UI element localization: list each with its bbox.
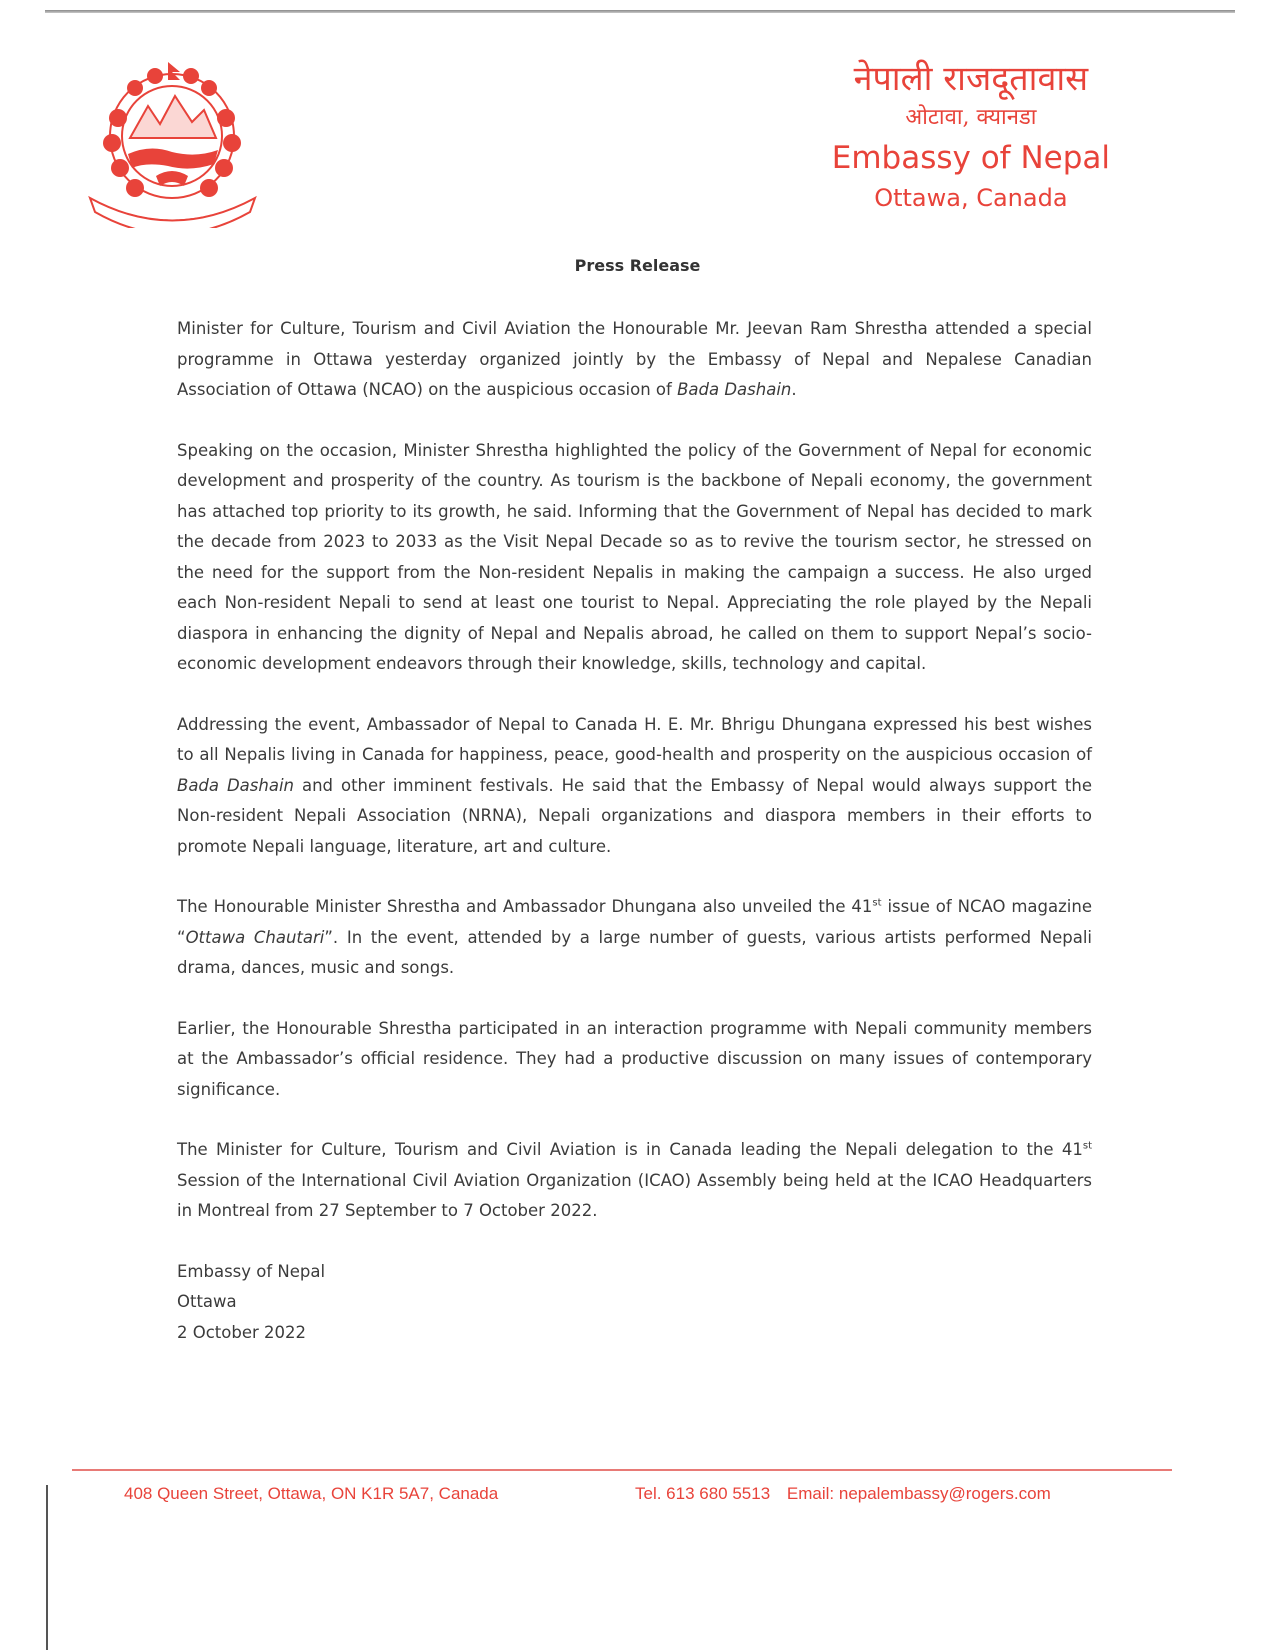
paragraph-6-superscript: st <box>1082 1140 1092 1152</box>
scan-edge-left <box>46 1485 48 1650</box>
press-release-body <box>177 314 1092 1348</box>
signature-organization: Embassy of Nepal <box>177 1261 326 1281</box>
paragraph-6-end: Session of the International Civil Aviation Organization (ICAO) Assembly being held at the ICAO Headquarters in Montreal from 27 September to 7 October 2022. <box>177 1170 1092 1220</box>
footer-telephone: Tel. 613 680 5513 <box>635 1484 771 1503</box>
paragraph-4-superscript: st <box>872 897 882 909</box>
paragraph-4-end: ”. In the event, attended by a large number of guests, various artists performed Nepali drama, dances, music and songs. <box>177 927 1092 977</box>
paragraph-1 <box>177 314 1092 406</box>
paragraph-4 <box>177 892 1092 984</box>
footer-address: 408 Queen Street, Ottawa, ON K1R 5A7, Canada <box>124 1484 499 1503</box>
paragraph-3-text: Addressing the event, Ambassador of Nepal to Canada H. E. Mr. Bhrigu Dhungana expressed his best wishes to all Nepalis living in Canada for happiness, peace, good-health and prosperity on the auspicious occasion of <box>177 714 1092 764</box>
signature-date: 2 October 2022 <box>177 1322 307 1342</box>
paragraph-3-italic: Bada Dashain <box>177 775 295 795</box>
paragraph-6-text: The Minister for Culture, Tourism and Civil Aviation is in Canada leading the Nepali delegation to the 41 <box>177 1140 1083 1159</box>
footer-divider <box>72 1469 1172 1471</box>
paragraph-4-text: The Honourable Minister Shrestha and Ambassador Dhungana also unveiled the 41 <box>177 897 873 916</box>
embassy-location-nepali: ओटावा, क्यानडा <box>905 105 1037 130</box>
paragraph-6 <box>177 1135 1092 1227</box>
paragraph-5: Earlier, the Honourable Shrestha participated in an interaction programme with Nepali community members at the Ambassador’s official residence. They had a productive discussion on many issues of contemporary significance. <box>177 1018 1092 1099</box>
paragraph-3 <box>177 710 1092 863</box>
embassy-name-nepali: नेपाली राजदूतावास <box>853 59 1089 99</box>
embassy-letterhead <box>832 58 1110 216</box>
paragraph-1-text: Minister for Culture, Tourism and Civil Aviation the Honourable Mr. Jeevan Ram Shrestha attended a special programme in Ottawa yesterday organized jointly by the Embassy of Nepal and Nepalese Canadian Association of Ottawa (NCAO) on the auspicious occasion of <box>177 319 1092 399</box>
paragraph-1-end: . <box>791 380 797 399</box>
footer-email: Email: nepalembassy@rogers.com <box>786 1484 1051 1503</box>
signature-city: Ottawa <box>177 1292 237 1311</box>
nepal-emblem-icon <box>80 58 265 228</box>
embassy-name-english: Embassy of Nepal <box>831 140 1110 176</box>
signature-block <box>177 1257 1092 1349</box>
scan-edge-top <box>45 10 1235 13</box>
embassy-location-english: Ottawa, Canada <box>874 184 1068 212</box>
document-title: Press Release <box>574 256 701 275</box>
paragraph-2: Speaking on the occasion, Minister Shrestha highlighted the policy of the Government of Nepal for economic development and prosperity of the country. As tourism is the backbone of Nepali economy, the government has attached top priority to its growth, he said. Informing that the Government of Nepal has decided to mark the decade from 2023 to 2033 as the Visit Nepal Decade so as to revive the tourism sector, he stressed on the need for the support from the Non-resident Nepalis in making the campaign a success. He also urged each Non-resident Nepali to send at least one tourist to Nepal. Appreciating the role played by the Nepali diaspora in enhancing the dignity of Nepal and Nepalis abroad, he called on them to support Nepal’s socio-economic development endeavors through their knowledge, skills, technology and capital. <box>177 440 1092 673</box>
footer-contact <box>635 1484 1063 1504</box>
paragraph-4-mid: issue of NCAO magazine “ <box>177 897 1092 947</box>
paragraph-1-italic: Bada Dashain <box>677 380 792 399</box>
paragraph-3-end: and other imminent festivals. He said that the Embassy of Nepal would always support the Non-resident Nepali Association (NRNA), Nepali organizations and diaspora members in their efforts to promote Nepali language, literature, art and culture. <box>177 775 1092 856</box>
paragraph-4-italic: Ottawa Chautari <box>185 927 325 947</box>
